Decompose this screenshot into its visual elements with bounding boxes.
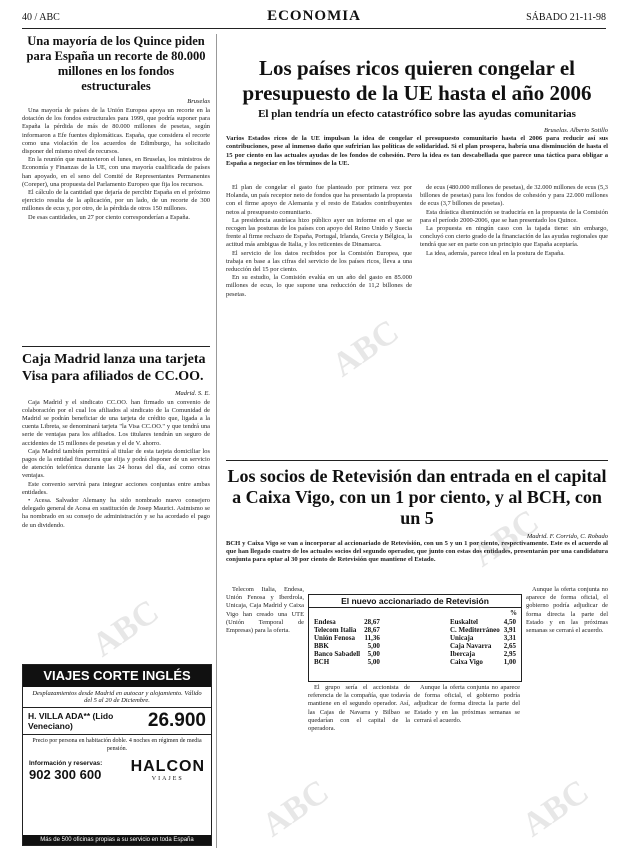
table-row [312,634,382,642]
retevision-paragraph: Aunque la oferta conjunta no aparece de forma oficial, el gobierno podría adjudicar de forma directa la parte del Estado y en las próximas semanas se cerrará el acuerdo. [526,586,608,635]
caja-dateline: Madrid. S. E. [175,389,210,397]
shareholder-name: Euskaltel [449,618,478,626]
main-col1 [226,184,412,456]
retevision-article [226,466,608,565]
retevision-paragraph: El grupo sería el accionista de referencia de la compañía, que todavía mantiene en el segundo operador. Así, las Cajas de Navarra y Bilbao se quedarían con el capital de la operadora. [308,684,410,733]
caja-headline: Caja Madrid lanza una tarjeta Visa para afiliados de CC.OO. [22,352,206,384]
table-row [312,650,382,658]
ad-agency-logo: HALCON [130,758,205,775]
column-divider [216,34,217,848]
caja-body [22,399,210,530]
main-paragraph: El plan de congelar el gasto fue planteado por primera vez por Holanda, un país receptor neto de fondos que ha presentado la propuesta con el firme apoyo de Alemania y el resto de Estados contribuyentes netos al presupuesto comunitario. [226,184,412,216]
watermark: ABC [515,772,596,845]
table-row [312,658,382,666]
watermark: ABC [255,772,336,845]
shareholder-percent: 4,50 [503,618,516,626]
page-number: 40 / ABC [22,12,60,23]
shareholder-percent: 3,31 [503,634,516,642]
ad-agency-sub: VIAJES [151,776,184,782]
retevision-col1 [226,586,304,736]
caja-paragraph: Este convenio servirá para integrar acciones conjuntas entre ambas entidades. [22,480,210,496]
ad-details: Precio por persona en habitación doble. 4 noches en régimen de media pensión. [32,738,202,752]
shareholder-name: BCH [314,658,330,666]
table-row [448,626,518,634]
main-subhead: El plan tendría un efecto catastrófico sobre las ayudas comunitarias [258,108,576,120]
caja-paragraph: • Acesa. Salvador Alemany ha sido nombrado nuevo consejero delegado general de Acesa en sustitución de Josep Maurici. Asimismo se ha nombrado en su consejo de administración y se ha acordado el pago de un dividendo. [22,497,210,529]
left-column [22,34,210,222]
table-row [312,642,382,650]
left-paragraph: Una mayoría de países de la Unión Europea apoya un recorte en la dotación de los fondos estructurales para 1999, que podría suponer para España la pérdida de más de 80.000 millones de pesetas, según informaron a Efe fuentes diplomáticas. España, que considera el recorte como una violación de los acuerdos de Edimburgo, ha solicitado disponer del mismo nivel de recursos. [22,107,210,156]
table-row [448,658,518,666]
caja-article [22,352,210,530]
ad-price: 26.900 [147,710,206,731]
shareholder-percent: 1,00 [503,658,516,666]
left-paragraph: De esas cantidades, un 27 por ciento corresponderían a España. [28,213,191,221]
table-row [312,618,382,626]
shareholder-name: BBK [314,642,329,650]
retevision-lead: BCH y Caixa Vigo se van a incorporar al accionariado de Retevisión, con un 5 y un 1 por ciento, respectivamente. Este es el acuerdo al que han llegado cuatro de los actuales socios del segundo operador, que junto con estas dos entidades, presentarán por una candidatura conjunta para optar al 30 por ciento de Retevisión que mantiene el Estado. [226,540,608,564]
main-dateline: Bruselas. Alberto Sotillo [544,127,608,135]
watermark: ABC [85,592,166,665]
shareholder-table [308,594,522,682]
shareholder-name: Unicaja [449,634,474,642]
page-date: SÁBADO 21-11-98 [526,12,606,23]
shareholder-name: Endesa [314,618,336,626]
main-col2 [420,184,608,456]
retevision-dateline: Madrid. F. Corrido, C. Robado [526,533,608,540]
retevision-paragraph: Aunque la oferta conjunta no aparece de forma oficial, el gobierno podría adjudicar de forma directa la parte del Estado y en las próximas semanas se cerrará el acuerdo. [414,684,520,724]
shareholder-name: Telecom Italia [314,626,357,634]
shareholder-name: C. Mediterráneo [449,626,500,634]
main-paragraph: La idea, además, parece ideal en la postura de España. [426,249,565,257]
shareholder-name: Unión Fenosa [314,634,356,642]
table-left-column [312,618,382,666]
ad-phone[interactable]: 902 300 600 [29,767,102,782]
main-paragraph: El servicio de los datos recibidos por la Comisión Europea, que trabaja en base a las cifras del servicio de los países ricos, lleva a una reducción del 15 por ciento. [226,249,412,274]
shareholder-name: Caixa Vigo [449,658,483,666]
divider [226,460,608,461]
table-title: El nuevo accionariado de Retevisión [309,595,521,608]
table-unit: % [510,609,517,617]
table-right-column [448,618,518,666]
shareholder-percent: 28,67 [364,618,380,626]
retevision-headline: Los socios de Retevisión dan entrada en el capital a Caixa Vigo, con un 1 por ciento, y al BCH, con un 5 [227,466,607,528]
main-paragraph: La presidencia austríaca hizo público ayer un informe en el que se recogen las posturas de los países con apoyo del Reino Unido y Suecia frente al firme rechazo de España, Portugal, Irlanda, Grecia y Bélgica, la actitud más ambigua de Italia, y los reticentes de Dinamarca. [226,216,412,249]
shareholder-percent: 5,00 [367,650,380,658]
main-paragraph: Esta drástica disminución se traduciría en la propuesta de la Comisión para el período 2000-2006, que se han presentado los Quince. [420,208,608,224]
shareholder-percent: 2,65 [503,642,516,650]
main-paragraph: La propuesta en ningún caso con la tajada tiene: sin embargo, concluyó con cierto grado de la financiación de las ayudas regionales que tendrá que ser en parte con un principio que España aceptaría. [420,225,608,249]
shareholder-percent: 5,00 [367,658,380,666]
shareholder-percent: 5,00 [367,642,380,650]
table-row [312,626,382,634]
shareholder-name: Banco Sabadell [314,650,361,658]
ad-line1: Desplazamientos desde Madrid en autocar y alojamiento. Válido del 5 al 20 de Diciembre. [32,690,202,704]
section-title: ECONOMIA [267,8,361,24]
table-row [448,618,518,626]
shareholder-percent: 28,67 [364,626,380,634]
table-row [448,642,518,650]
left-headline: Una mayoría de los Quince piden para España un recorte de 80.000 millones en los fondos estructurales [26,34,206,93]
shareholder-name: Caja Navarra [449,642,492,650]
main-headline: Los países ricos quieren congelar el presupuesto de la UE hasta el año 2006 [242,56,592,105]
ad-footer: Más de 500 oficinas propias a su servicio en toda España [23,835,211,845]
travel-ad[interactable] [22,664,212,846]
table-row [448,650,518,658]
retevision-paragraph: Telecom Italia, Endesa, Unión Fenosa y Iberdrola, Unicaja, Caja Madrid y Caixa Vigo han creado una UTE (Unión Temporal de Empresas) para la oferta. [226,586,304,635]
left-dateline: Bruselas [187,98,210,105]
main-paragraph: de ecus (480.000 millones de pesetas), de 32.000 millones de ecus (5,3 billones de pesetas) para los fondos de cohesión y para 22.000 millones de ecus (3,7 billones de pesetas). [420,184,608,208]
ad-hotel: H. VILLA ADA** (Lido Veneciano) [28,711,114,731]
left-body [22,107,210,222]
divider [22,346,210,347]
left-paragraph: En la reunión que mantuvieron el lunes, en Bruselas, los ministros de Economía y Finanzas de la UE, con una mayoría cualificada de países han apoyado, en el seno del Comité de Representantes Permanentes (Coreper), una propuesta del Parlamento Europeo que fija los recursos. [22,156,210,188]
retevision-col2 [308,684,410,844]
main-article [226,56,608,168]
retevision-col3 [414,684,520,844]
ad-brand: VIAJES CORTE INGLÉS [23,665,211,687]
shareholder-percent: 3,91 [503,626,516,634]
main-paragraph: En su estudio, la Comisión evalúa en un año del gasto en 85.000 millones de ecus, lo que supone una reducción de 11,2 billones de pesetas. [226,274,412,298]
left-paragraph: El cálculo de la cantidad que dejaría de percibir España en el próximo ejercicio resulta de la aplicación, por un lado, de un recorte de 300 millones de ecus y, por otro, de la pérdida de otros 150 millones. [22,189,210,213]
watermark: ABC [325,312,406,385]
ad-info-label: Información y reservas: [29,760,103,767]
retevision-col4 [526,586,608,844]
caja-paragraph: Caja Madrid también permitirá al titular de esta tarjeta domiciliar los pagos de la entidad financiera que elija y podrá disponer de un servicio de atención telefónica durante las 24 horas del día, así como otras ventajas. [22,447,210,480]
page-header [22,8,606,29]
shareholder-name: Ibercaja [449,650,476,658]
shareholder-percent: 11,36 [364,634,380,642]
watermark: ABC [465,502,546,575]
caja-paragraph: Caja Madrid y el sindicato CC.OO. han firmado un convenio de colaboración por el cual los afiliados al sindicato de la Comunidad de Madrid se podrán beneficiar de una tarjeta de crédito que, ligada a la cuenta Libreta, se denominará tarjeta "la Visa CC.OO." y que tendrá una serie de ventajas para los afiliados. Los titulares tendrán un seguro de accidentes de 15 millones de pesetas y el de V. ahorro. [22,398,210,447]
table-row [448,634,518,642]
main-lead: Varios Estados ricos de la UE impulsan la idea de congelar el presupuesto comunitario hasta el 2006 para reducir así sus contribuciones, pese al inmenso daño que sufrirían las políticas de solidaridad. Si el plan prospera, habría una disminución de hasta el 15 por ciento en las actuales ayudas de los fondos de cohesión. Pero la idea es tan descabellada que parece una táctica para obligar a España a negociar en los términos de la UE. [226,135,608,167]
shareholder-percent: 2,95 [503,650,516,658]
